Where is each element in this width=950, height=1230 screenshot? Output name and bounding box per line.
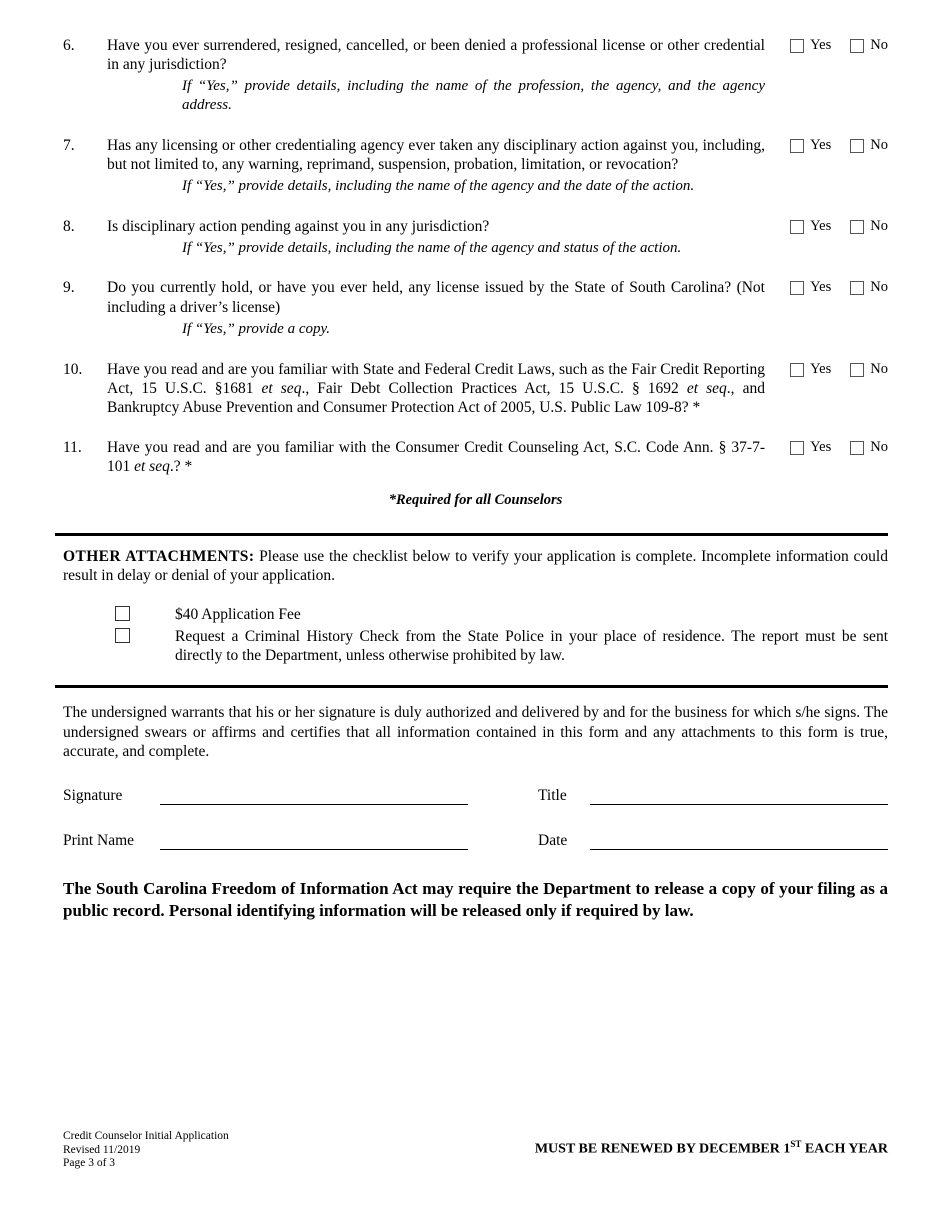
question-8-body (107, 217, 765, 258)
question-6-number: 6. (63, 37, 75, 54)
title-label: Title (538, 786, 567, 804)
question-11-number: 11. (63, 439, 82, 457)
question-11-yes-checkbox[interactable] (790, 441, 804, 455)
question-10-body (107, 360, 765, 418)
question-6-instruction: If “Yes,” provide details, including the name of the profession, the agency, and the agency address. (182, 78, 765, 114)
no-label: No (870, 360, 888, 377)
no-label: No (870, 439, 888, 456)
question-8-row (63, 217, 888, 258)
question-10-row (63, 360, 888, 418)
certification-paragraph: The undersigned warrants that his or her signature is duly authorized and delivered by and for the business for which s/he signs. The undersigned swears or affirms and certifies that all information contained in this form and any attachments to this form is true, accurate, and complete. (63, 704, 888, 761)
question-6-yes-option[interactable] (790, 37, 831, 55)
question-6-row (63, 36, 888, 115)
renewal-notice (535, 1139, 888, 1158)
document-name: Credit Counselor Initial Application (63, 1130, 229, 1142)
section-divider (55, 533, 888, 536)
question-7-yesno-group (790, 136, 888, 155)
question-9-row (63, 278, 888, 338)
required-for-counselors-note: *Required for all Counselors (388, 491, 563, 508)
question-6-yes-checkbox[interactable] (790, 39, 804, 53)
question-10-yesno-group (790, 360, 888, 379)
yes-label: Yes (810, 37, 832, 53)
signature-title-row (63, 786, 888, 805)
question-6-body (107, 36, 765, 115)
renewal-superscript: ST (790, 1139, 802, 1150)
question-6-no-checkbox[interactable] (850, 39, 864, 53)
question-10-no-option[interactable] (850, 361, 888, 379)
question-7-yes-checkbox[interactable] (790, 139, 804, 153)
question-9-text: Do you currently hold, or have you ever held, any license issued by the State of South Carolina? (Not including a driver’s license) (107, 279, 765, 316)
question-8-yes-checkbox[interactable] (790, 220, 804, 234)
question-11-no-checkbox[interactable] (850, 441, 864, 455)
date-label: Date (538, 831, 568, 849)
application-fee-label: $40 Application Fee (175, 605, 301, 623)
question-7-body (107, 136, 765, 196)
signature-label: Signature (63, 786, 123, 804)
question-7-no-option[interactable] (850, 137, 888, 155)
other-attachments-paragraph (63, 547, 888, 586)
print-name-label: Print Name (63, 831, 135, 849)
question-6-text: Have you ever surrendered, resigned, cancelled, or been denied a professional license or other credential in any jurisdiction? (107, 37, 765, 74)
application-fee-checkbox[interactable] (115, 606, 130, 621)
attachments-checklist (63, 605, 888, 666)
question-9-yes-option[interactable] (790, 279, 831, 297)
renewal-text-prefix: MUST BE RENEWED BY DECEMBER 1 (534, 1141, 791, 1157)
section-divider (55, 685, 888, 688)
question-10-yes-option[interactable] (790, 361, 831, 379)
printname-date-row (63, 831, 888, 850)
renewal-text-suffix: EACH YEAR (801, 1141, 888, 1157)
criminal-history-check-item (63, 627, 888, 665)
no-label: No (870, 279, 888, 296)
other-attachments-heading: OTHER ATTACHMENTS: (63, 547, 255, 565)
question-10-text: Have you read and are you familiar with State and Federal Credit Laws, such as the Fair Credit Reporting Act, 15 U.S.C. §1681 et seq., Fair Debt Collection Practices Act, 15 U.S.C. § 1692 et seq., and Bankruptcy Abuse Prevention and Consumer Protection Act of 2005, U.S. Public Law 109-8? * (107, 360, 765, 416)
question-11-yesno-group (790, 438, 888, 457)
question-8-yesno-group (790, 217, 888, 236)
question-6-no-option[interactable] (850, 37, 888, 55)
question-7-no-checkbox[interactable] (850, 139, 864, 153)
revision-date: Revised 11/2019 (63, 1143, 141, 1156)
yes-label: Yes (810, 360, 832, 377)
question-8-no-checkbox[interactable] (850, 220, 864, 234)
question-9-no-option[interactable] (850, 279, 888, 297)
question-11-body (107, 438, 765, 476)
criminal-history-check-checkbox[interactable] (115, 628, 130, 643)
question-7-instruction: If “Yes,” provide details, including the name of the agency and the date of the action. (182, 178, 695, 195)
question-11-no-option[interactable] (850, 439, 888, 457)
question-9-number: 9. (63, 279, 75, 297)
question-9-yes-checkbox[interactable] (790, 281, 804, 295)
question-8-instruction: If “Yes,” provide details, including the name of the agency and status of the action. (182, 239, 682, 256)
date-field[interactable] (590, 831, 888, 850)
page-number: Page 3 of 3 (63, 1157, 116, 1170)
question-7-number: 7. (63, 136, 75, 154)
question-11-yes-option[interactable] (790, 439, 831, 457)
criminal-history-check-label: Request a Criminal History Check from the State Police in your place of residence. The report must be sent directly to the Department, unless otherwise prohibited by law. (175, 627, 888, 665)
yes-label: Yes (810, 217, 832, 234)
question-6-yesno-group (790, 36, 888, 55)
document-info (63, 1130, 229, 1171)
question-11-row (63, 438, 888, 476)
question-9-instruction: If “Yes,” provide a copy. (182, 320, 331, 337)
no-label: No (870, 136, 888, 153)
question-7-yes-option[interactable] (790, 137, 831, 155)
no-label: No (870, 37, 888, 53)
question-10-number: 10. (63, 360, 83, 378)
other-attachments-intro: Please use the checklist below to verify your application is complete. Incomplete information could result in delay or denial of your application. (63, 547, 888, 585)
question-9-body (107, 278, 765, 338)
question-11-text: Have you read and are you familiar with the Consumer Credit Counseling Act, S.C. Code Ann. § 37-7-101 et seq.? * (107, 439, 765, 476)
foia-notice: The South Carolina Freedom of Information Act may require the Department to release a copy of your filing as a public record. Personal identifying information will be released only if required by law. (63, 878, 888, 920)
question-7-text: Has any licensing or other credentialing agency ever taken any disciplinary action against you, including, but not limited to, any warning, reprimand, suspension, probation, limitation, or revocation? (107, 136, 765, 173)
page-footer (63, 1130, 888, 1171)
print-name-field[interactable] (160, 831, 468, 850)
question-10-no-checkbox[interactable] (850, 363, 864, 377)
signature-field[interactable] (160, 786, 468, 805)
application-fee-item (63, 605, 888, 624)
yes-label: Yes (810, 136, 832, 153)
no-label: No (870, 217, 888, 234)
question-9-yesno-group (790, 278, 888, 297)
question-8-yes-option[interactable] (790, 218, 831, 236)
title-field[interactable] (590, 786, 888, 805)
question-7-row (63, 136, 888, 196)
question-8-no-option[interactable] (850, 218, 888, 236)
question-10-yes-checkbox[interactable] (790, 363, 804, 377)
yes-label: Yes (810, 439, 832, 456)
question-9-no-checkbox[interactable] (850, 281, 864, 295)
yes-label: Yes (810, 279, 832, 296)
question-8-text: Is disciplinary action pending against you in any jurisdiction? (107, 217, 490, 235)
question-8-number: 8. (63, 217, 75, 235)
